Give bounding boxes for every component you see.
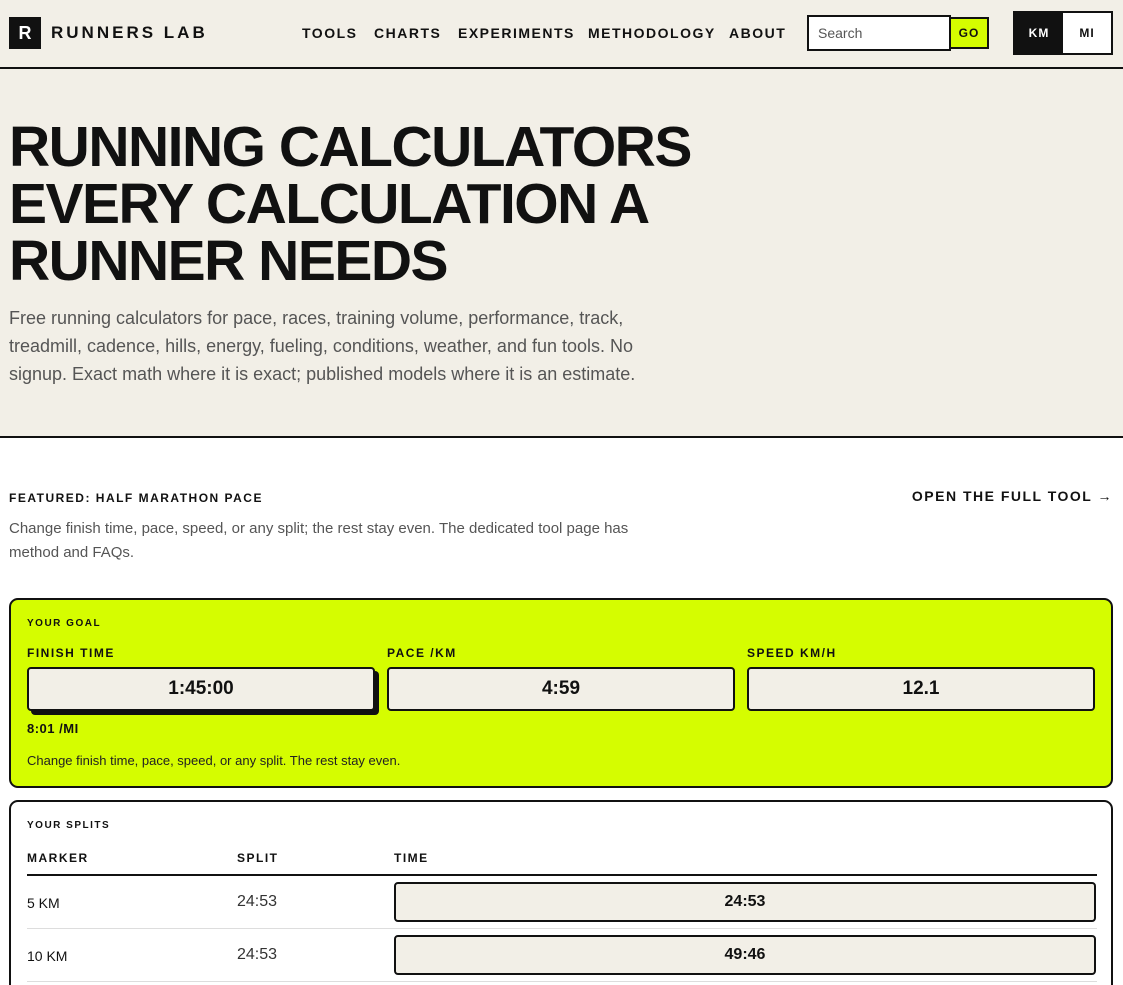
pace-label: PACE /KM xyxy=(387,646,457,660)
unit-mi-button[interactable]: MI xyxy=(1079,26,1095,40)
column-header-split: SPLIT xyxy=(237,851,279,865)
column-header-time: TIME xyxy=(394,851,429,865)
unit-km-button[interactable]: KM xyxy=(1015,13,1063,53)
nav-methodology[interactable]: METHODOLOGY xyxy=(588,25,716,41)
page-title-line: EVERY CALCULATION A xyxy=(9,172,649,236)
search-field xyxy=(807,15,951,51)
splits-section-label: YOUR SPLITS xyxy=(27,820,111,831)
split-marker: 10 KM xyxy=(27,948,68,964)
brand-name[interactable]: RUNNERS LAB xyxy=(51,23,208,42)
open-full-tool-link[interactable]: OPEN THE FULL TOOL → xyxy=(911,488,1113,504)
split-value: 24:53 xyxy=(237,946,278,963)
finish-time-input[interactable]: 1:45:00 xyxy=(27,667,375,711)
speed-label: SPEED KM/H xyxy=(747,646,837,660)
page-title-line: RUNNER NEEDS xyxy=(9,229,448,293)
finish-time-label: FINISH TIME xyxy=(27,646,115,660)
split-marker: 5 KM xyxy=(27,895,60,911)
nav-charts[interactable]: CHARTS xyxy=(374,25,442,41)
table-row xyxy=(27,876,1097,929)
split-time-input[interactable]: 49:46 xyxy=(394,935,1096,975)
search-input[interactable] xyxy=(809,17,949,49)
site-header xyxy=(0,0,1123,69)
nav-tools[interactable]: TOOLS xyxy=(302,25,358,41)
column-header-marker: MARKER xyxy=(27,851,89,865)
splits-panel xyxy=(9,800,1113,985)
nav-experiments[interactable]: EXPERIMENTS xyxy=(458,25,575,41)
hero-description: Free running calculators for pace, races, training volume, performance, track, treadmill, cadence, hills, energy, fueling, conditions, weather, and fun tools. No signup. Exact math where it is exact; published models where it is an estimate. xyxy=(9,308,636,384)
pace-input[interactable]: 4:59 xyxy=(387,667,735,711)
table-row xyxy=(27,929,1097,982)
page-title-line: RUNNING CALCULATORS xyxy=(9,115,691,179)
unit-toggle xyxy=(1013,11,1113,55)
pace-per-mile: 8:01 /MI xyxy=(27,721,79,736)
search-go-button[interactable]: GO xyxy=(949,17,989,49)
featured-description: Change finish time, pace, speed, or any split; the rest stay even. The dedicated tool page has method and FAQs. xyxy=(9,520,629,561)
featured-label: FEATURED: HALF MARATHON PACE xyxy=(9,491,263,505)
split-value: 24:53 xyxy=(237,893,278,910)
speed-input[interactable]: 12.1 xyxy=(747,667,1095,711)
page-title xyxy=(9,115,769,293)
goal-panel xyxy=(9,598,1113,788)
logo-mark[interactable]: R xyxy=(9,17,41,49)
nav-about[interactable]: ABOUT xyxy=(729,25,787,41)
goal-hint: Change finish time, pace, speed, or any split. The rest stay even. xyxy=(27,753,401,768)
split-time-input[interactable]: 24:53 xyxy=(394,882,1096,922)
hero-section xyxy=(0,69,1123,438)
goal-section-label: YOUR GOAL xyxy=(27,618,102,629)
